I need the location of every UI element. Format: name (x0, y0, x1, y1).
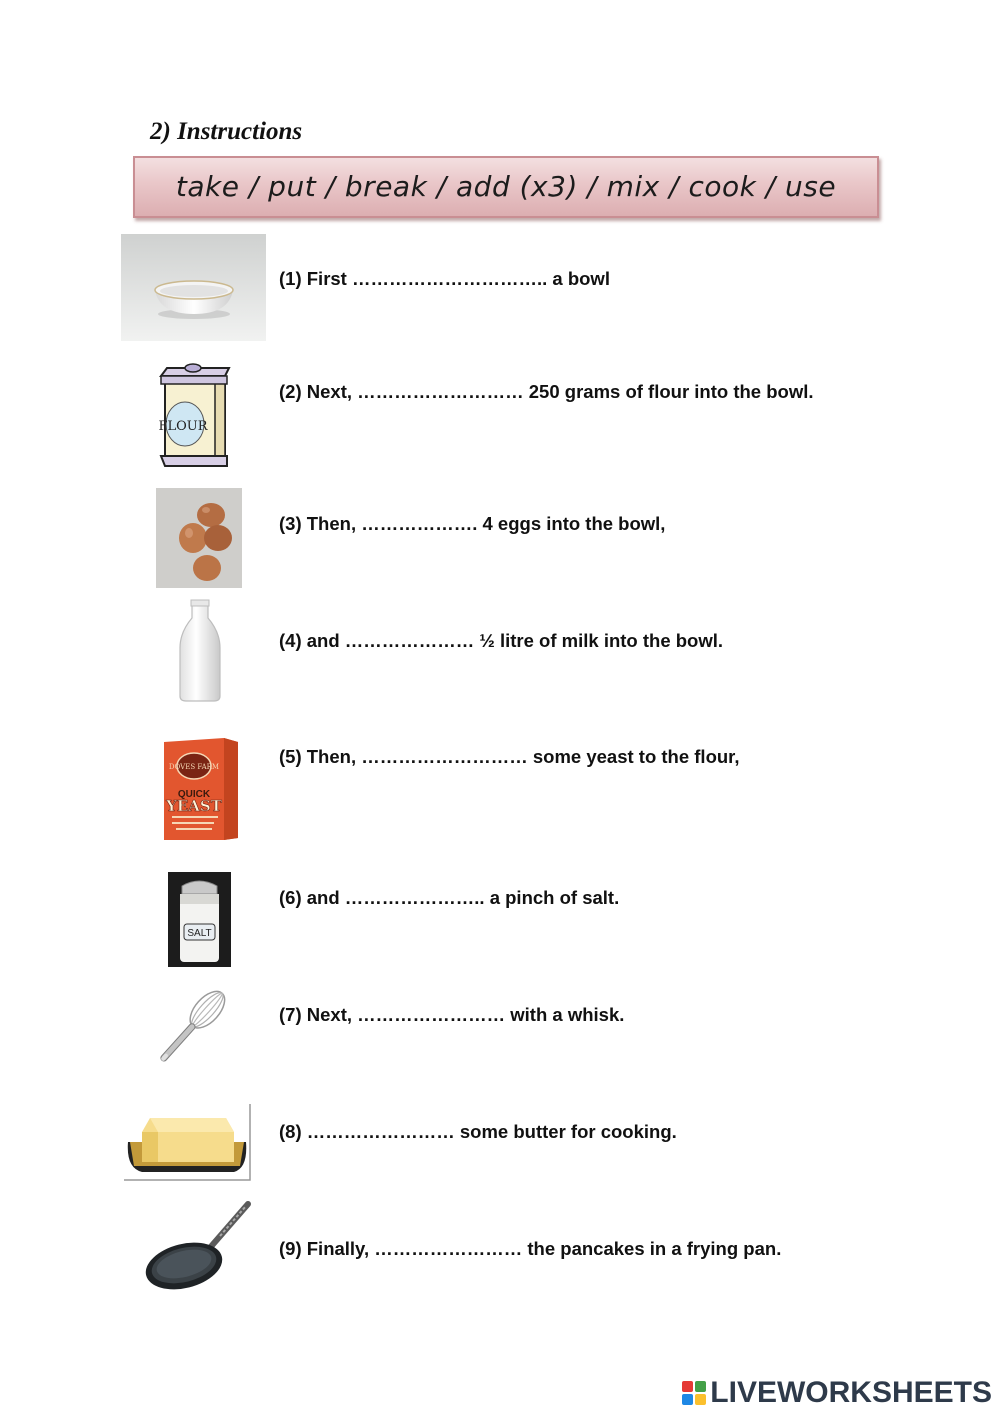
word-bank (133, 156, 879, 218)
yeast-brand: DOVES FARM (168, 763, 220, 771)
bowl-icon (121, 234, 266, 341)
logo-square-green (695, 1381, 706, 1392)
word-bank-text: take / put / break / add (x3) / mix / cook / use (175, 170, 837, 203)
step-9-text: (9) Finally, …………………… the pancakes in a frying pan. (279, 1238, 782, 1259)
yeast-box-icon (162, 736, 240, 842)
yeast-quick: QUICK (177, 789, 211, 800)
whisk-icon (142, 981, 238, 1077)
liveworksheets-logo (682, 1376, 992, 1410)
salt-shaker-icon (168, 872, 231, 967)
logo-square-blue (682, 1394, 693, 1405)
yeast-main-label: YEAST (166, 797, 222, 815)
logo-grid-icon (682, 1381, 706, 1405)
step-5-text: (5) Then, ……………………… some yeast to the flour, (279, 746, 740, 767)
flour-label: FLOUR (158, 419, 208, 434)
step-3-text: (3) Then, ………………. 4 eggs into the bowl, (279, 513, 666, 534)
frying-pan-icon (142, 1198, 256, 1294)
logo-square-yellow (695, 1394, 706, 1405)
flour-tin-icon (155, 362, 233, 470)
step-6-text: (6) and ………………….. a pinch of salt. (279, 887, 620, 908)
step-2-text: (2) Next, ……………………… 250 grams of flour into the bowl. (279, 381, 814, 402)
brand-name: LIVEWORKSHEETS (710, 1376, 992, 1409)
butter-dish-icon (122, 1104, 252, 1182)
step-8-text: (8) …………………… some butter for cooking. (279, 1121, 677, 1142)
eggs-icon (156, 488, 242, 588)
page-title: 2) Instructions (150, 118, 303, 145)
logo-square-red (682, 1381, 693, 1392)
salt-label: SALT (187, 928, 212, 939)
milk-bottle-icon (170, 598, 230, 704)
step-1-text: (1) First ………………………….. a bowl (279, 268, 610, 289)
step-4-text: (4) and ………………… ½ litre of milk into the bowl. (279, 630, 724, 651)
step-7-text: (7) Next, …………………… with a whisk. (279, 1004, 625, 1025)
